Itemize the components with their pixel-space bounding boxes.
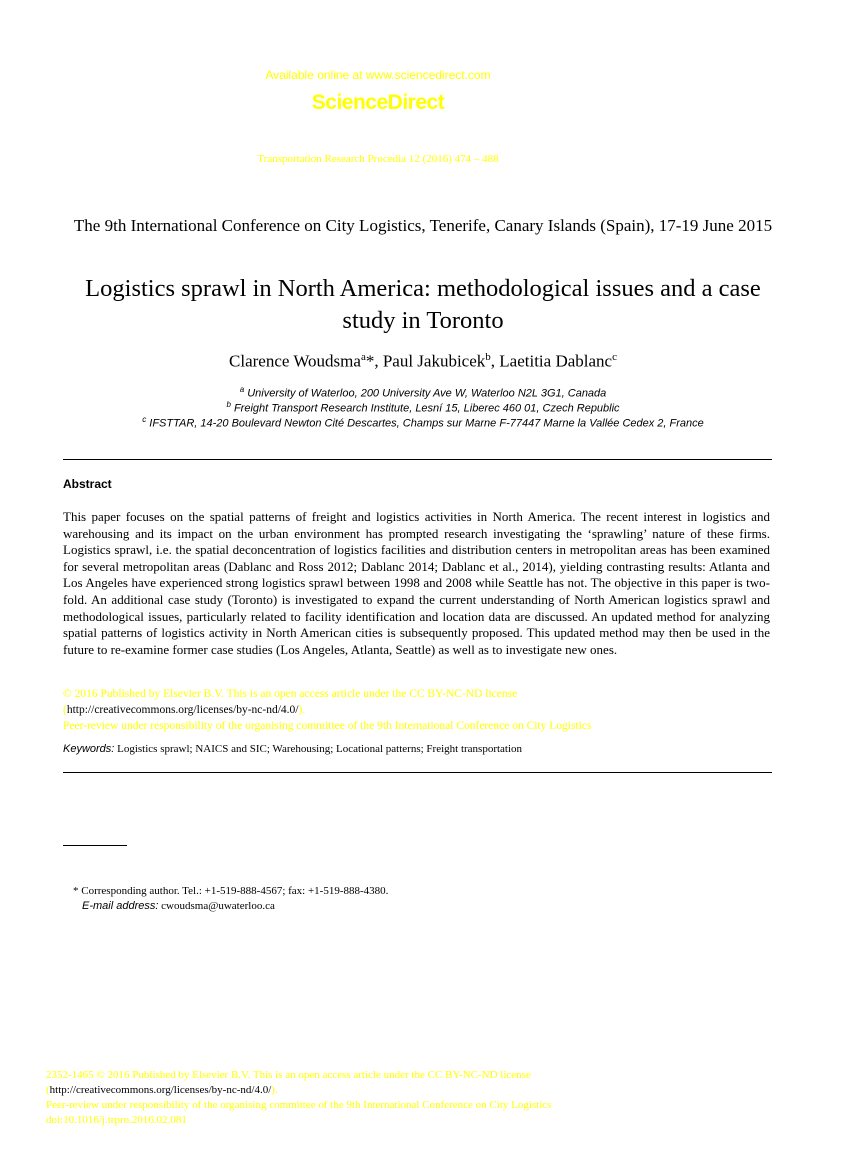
peer-review-line: Peer-review under responsibility of the organising committee of the 9th International Conference on City Logistics — [63, 720, 592, 732]
author-name: Laetitia Dablanc — [499, 351, 613, 371]
keywords-label: Keywords: — [63, 743, 115, 755]
affil-text: Freight Transport Research Institute, Lesní 15, Liberec 460 01, Czech Republic — [230, 402, 620, 415]
affil-mark: a — [239, 385, 245, 394]
affiliation-a — [60, 385, 786, 400]
issn-license-line: 2352-1465 © 2016 Published by Elsevier B.V. This is an open access article under the CC BY-NC-ND license — [46, 1069, 531, 1081]
paren-close: ). — [298, 704, 306, 716]
conference-line: The 9th International Conference on City Logistics, Tenerife, Canary Islands (Spain), 17-19 June 2015 — [73, 216, 773, 235]
divider-bottom — [63, 772, 772, 773]
doi-line: doi:10.1016/j.trpro.2016.02.081 — [46, 1114, 187, 1126]
bottom-license-url-line — [46, 1083, 806, 1098]
journal-citation: Transportation Research Procedia 12 (2016) 474 – 488 — [257, 153, 499, 165]
paren-open: ( — [63, 704, 67, 716]
author-affil-mark: c — [612, 351, 617, 363]
paper-title: Logistics sprawl in North America: methodological issues and a case study in Toronto — [85, 275, 761, 334]
email-label: E-mail address: — [82, 900, 159, 912]
paren-close: ). — [271, 1084, 278, 1096]
affil-mark: c — [142, 415, 147, 424]
abstract-body: This paper focuses on the spatial patterns of freight and logistics activities in North America. The recent interest in logistics and warehousing and its impact on the urban environment has prompted research investigating the ‘sprawling’ nature of these firms. Logistics sprawl, i.e. the spatial deconcentration of logistics facilities and distribution centers in metropolitan areas has been examined for several metropolitan areas (Dablanc and Ross 2012; Dablanc 2014; Dablanc et al., 2014), yielding contrasting results: Atlanta and Los Angeles have experienced strong logistics sprawl between 1998 and 2008 while Seattle has not. The objective in this paper is two-fold. An additional case study (Toronto) is investigated to expand the current understanding of North American logistics sprawl and methodological issues, particularly related to facility identification and location data are discussed. An updated method for analyzing spatial patterns of logistics activity in North American cities is subsequently proposed. This updated method may then be used in the future to re-examine former case studies (Los Angeles, Atlanta, Seattle) as well as to investigate new ones. — [63, 509, 770, 657]
bottom-peer-review-line: Peer-review under responsibility of the organising committee of the 9th International Conference on City Logistics — [46, 1099, 552, 1111]
paren-open: ( — [46, 1084, 50, 1096]
sciencedirect-logo: ScienceDirect — [311, 91, 445, 114]
license-url-line — [63, 702, 770, 718]
license-link[interactable]: http://creativecommons.org/licenses/by-nc-nd/4.0/ — [66, 704, 299, 716]
affil-text: University of Waterloo, 200 University Ave W, Waterloo N2L 3G1, Canada — [244, 387, 607, 400]
footnote-rule — [63, 845, 127, 846]
license-line: © 2016 Published by Elsevier B.V. This is an open access article under the CC BY-NC-ND license — [63, 688, 518, 700]
author-separator: , — [490, 351, 500, 371]
email-address: cwoudsma@uwaterloo.ca — [158, 900, 275, 912]
email-line — [82, 900, 275, 912]
affiliation-c — [60, 415, 786, 430]
author-separator: *, — [365, 351, 383, 371]
available-online-line: Available online at www.sciencedirect.com — [265, 68, 491, 82]
bottom-license-link[interactable]: http://creativecommons.org/licenses/by-nc-nd/4.0/ — [49, 1084, 272, 1096]
affil-mark: b — [226, 400, 231, 409]
corresponding-author-note: * Corresponding author. Tel.: +1-519-888-4567; fax: +1-519-888-4380. — [73, 885, 389, 897]
author-name: Clarence Woudsma — [229, 351, 361, 371]
divider-top — [63, 459, 772, 460]
author-affil-mark: a — [360, 351, 366, 363]
author-list — [60, 351, 786, 372]
keywords-line — [63, 743, 522, 755]
affil-text: IFSTTAR, 14-20 Boulevard Newton Cité Descartes, Champs sur Marne F-77447 Marne la Vallée Cedex 2, France — [146, 417, 704, 430]
keywords-text: Logistics sprawl; NAICS and SIC; Warehousing; Locational patterns; Freight transportation — [114, 743, 523, 755]
abstract-heading: Abstract — [63, 477, 112, 491]
author-name: Paul Jakubicek — [382, 351, 486, 371]
affiliation-b — [60, 400, 786, 415]
author-affil-mark: b — [485, 351, 491, 363]
